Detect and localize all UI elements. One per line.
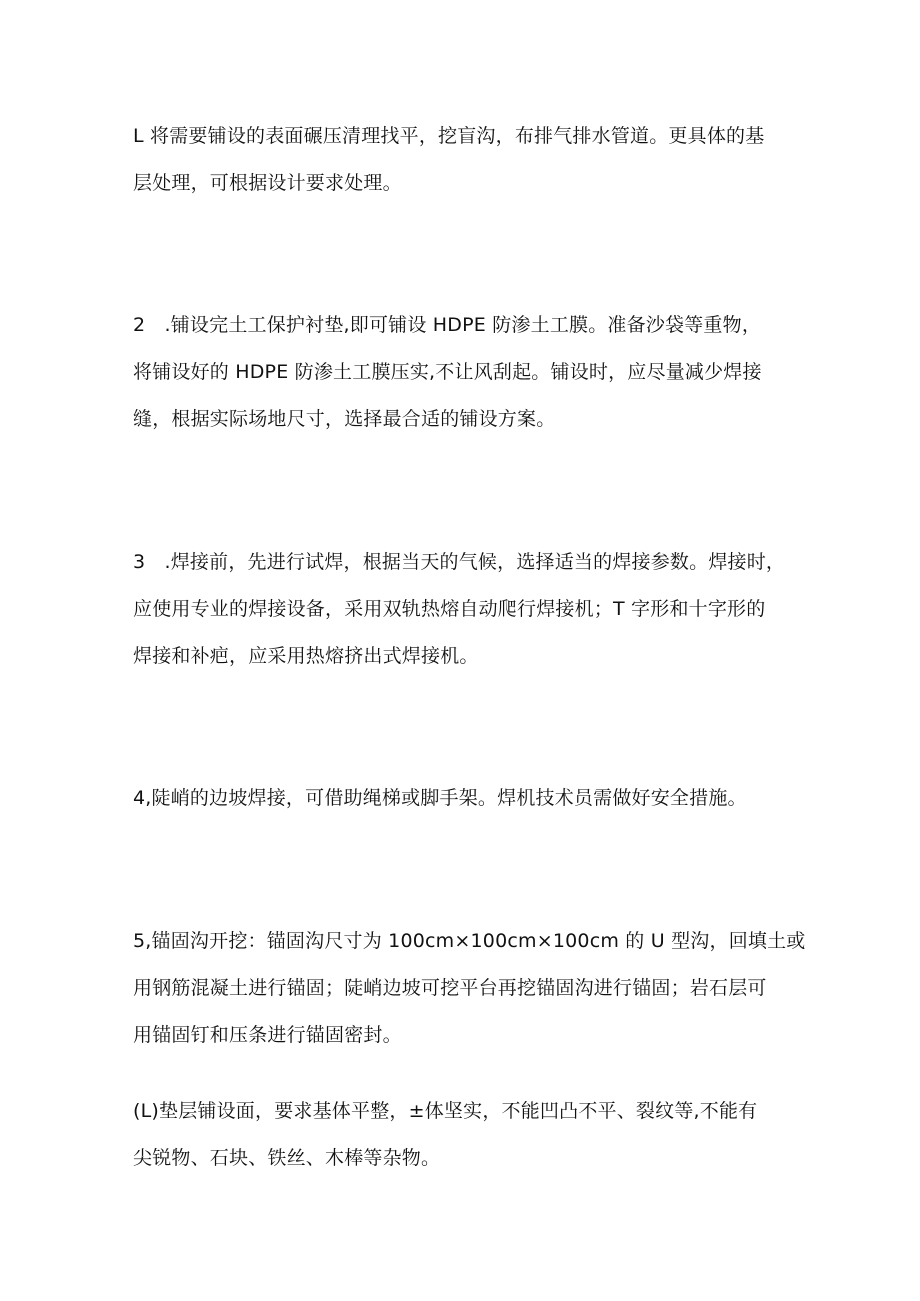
paragraph-line: 用锚固钉和压条进行锚固密封。: [133, 1024, 402, 1046]
paragraph-4: [133, 775, 813, 822]
paragraph-line: 层处理，可根据设计要求处理。: [133, 172, 402, 194]
paragraph-line: 用钢筋混凝土进行锚固；陡峭边坡可挖平台再挖锚固沟进行锚固；岩石层可: [133, 977, 767, 999]
paragraph-line: 将铺设好的 HDPE 防渗土工膜压实,不让风刮起。铺设时，应尽量减少焊接: [133, 361, 762, 383]
paragraph-line: 缝，根据实际场地尺寸，选择最合适的铺设方案。: [133, 408, 556, 430]
paragraph-3: [133, 539, 813, 680]
paragraph-1: [133, 113, 813, 207]
paragraph-line: 3 .焊接前，先进行试焊，根据当天的气候，选择适当的焊接参数。焊接时，: [133, 551, 786, 573]
paragraph-5: [133, 918, 813, 1059]
paragraph-line: L 将需要铺设的表面碾压清理找平，挖盲沟，布排气排水管道。更具体的基: [133, 125, 765, 147]
paragraph-line: 4,陡峭的边坡焊接，可借助绳梯或脚手架。焊机技术员需做好安全措施。: [133, 787, 747, 809]
paragraph-6: [133, 1088, 813, 1182]
paragraph-line: 尖锐物、石块、铁丝、木棒等杂物。: [133, 1147, 441, 1169]
paragraph-line: (L)垫层铺设面，要求基体平整，±体坚实，不能凹凸不平、裂纹等,不能有: [133, 1100, 758, 1122]
paragraph-line: 2 .铺设完土工保护衬垫,即可铺设 HDPE 防渗土工膜。准备沙袋等重物，: [133, 314, 762, 336]
paragraph-2: [133, 302, 813, 443]
paragraph-line: 焊接和补疤，应采用热熔挤出式焊接机。: [133, 645, 479, 667]
paragraph-line: 应使用专业的焊接设备，采用双轨热熔自动爬行焊接机；T 字形和十字形的: [133, 598, 766, 620]
paragraph-line: 5,锚固沟开挖：锚固沟尺寸为 100cm×100cm×100cm 的 U 型沟，回填土或: [133, 930, 806, 952]
